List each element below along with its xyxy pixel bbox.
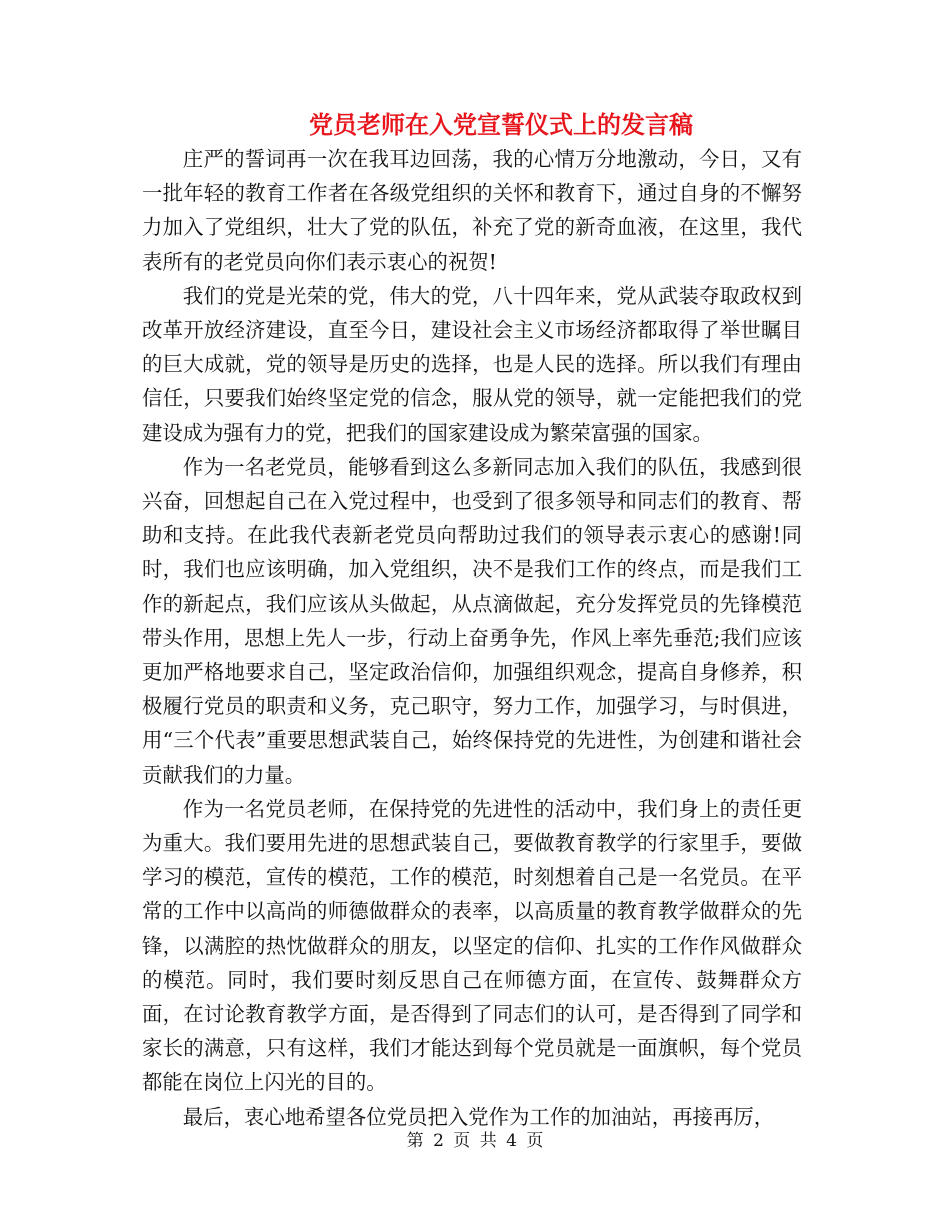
page-footer bbox=[0, 1129, 950, 1153]
footer-page-word: 页 bbox=[453, 1131, 471, 1151]
footer-total-pages: 4 bbox=[506, 1131, 517, 1151]
document-body bbox=[142, 142, 802, 1134]
footer-page-prefix: 第 bbox=[406, 1131, 424, 1151]
paragraph: 作为一名老党员，能够看到这么多新同志加入我们的队伍，我感到很兴奋，回想起自己在入党过程中，也受到了很多领导和同志们的教育、帮助和支持。在此我代表新老党员向帮助过我们的领导表示衷心的感谢!同时，我们也应该明确，加入党组织，决不是我们工作的终点，而是我们工作的新起点，我们应该从头做起，从点滴做起，充分发挥党员的先锋模范带头作用，思想上先人一步，行动上奋勇争先，作风上率先垂范;我们应该更加严格地要求自己，坚定政治信仰，加强组织观念，提高自身修养，积极履行党员的职责和义务，克己职守，努力工作，加强学习，与时俱进，用“三个代表”重要思想武装自己，始终保持党的先进性，为创建和谐社会贡献我们的力量。 bbox=[142, 454, 802, 787]
paragraph: 庄严的誓词再一次在我耳边回荡，我的心情万分地激动，今日，又有一批年轻的教育工作者在各级党组织的关怀和教育下，通过自身的不懈努力加入了党组织，壮大了党的队伍，补充了党的新奇血液，在这里，我代表所有的老党员向你们表示衷心的祝贺! bbox=[142, 147, 802, 274]
document-title: 党员老师在入党宣誓仪式上的发言稿 bbox=[309, 110, 693, 139]
paragraph: 作为一名党员老师，在保持党的先进性的活动中，我们身上的责任更为重大。我们要用先进的思想武装自己，要做教育教学的行家里手，要做学习的模范，宣传的模范，工作的模范，时刻想着自己是一名党员。在平常的工作中以高尚的师德做群众的表率，以高质量的教育教学做群众的先锋，以满腔的热忱做群众的朋友，以坚定的信仰、扎实的工作作风做群众的模范。同时，我们要时刻反思自己在师德方面，在宣传、鼓舞群众方面，在讨论教育教学方面，是否得到了同志们的认可，是否得到了同学和家长的满意，只有这样，我们才能达到每个党员就是一面旗帜，每个党员都能在岗位上闪光的目的。 bbox=[142, 796, 802, 1095]
footer-page-number: 2 bbox=[433, 1131, 444, 1151]
footer-of-word: 共 bbox=[479, 1131, 497, 1151]
paragraph: 最后，衷心地希望各位党员把入党作为工作的加油站，再接再厉， bbox=[182, 1104, 775, 1129]
footer-total-word: 页 bbox=[526, 1131, 544, 1151]
paragraph: 我们的党是光荣的党，伟大的党，八十四年来，党从武装夺取政权到改革开放经济建设，直至今日，建设社会主义市场经济都取得了举世瞩目的巨大成就，党的领导是历史的选择，也是人民的选择。所以我们有理由信任，只要我们始终坚定党的信念，服从党的领导，就一定能把我们的党建设成为强有力的党，把我们的国家建设成为繁荣富强的国家。 bbox=[142, 283, 802, 445]
